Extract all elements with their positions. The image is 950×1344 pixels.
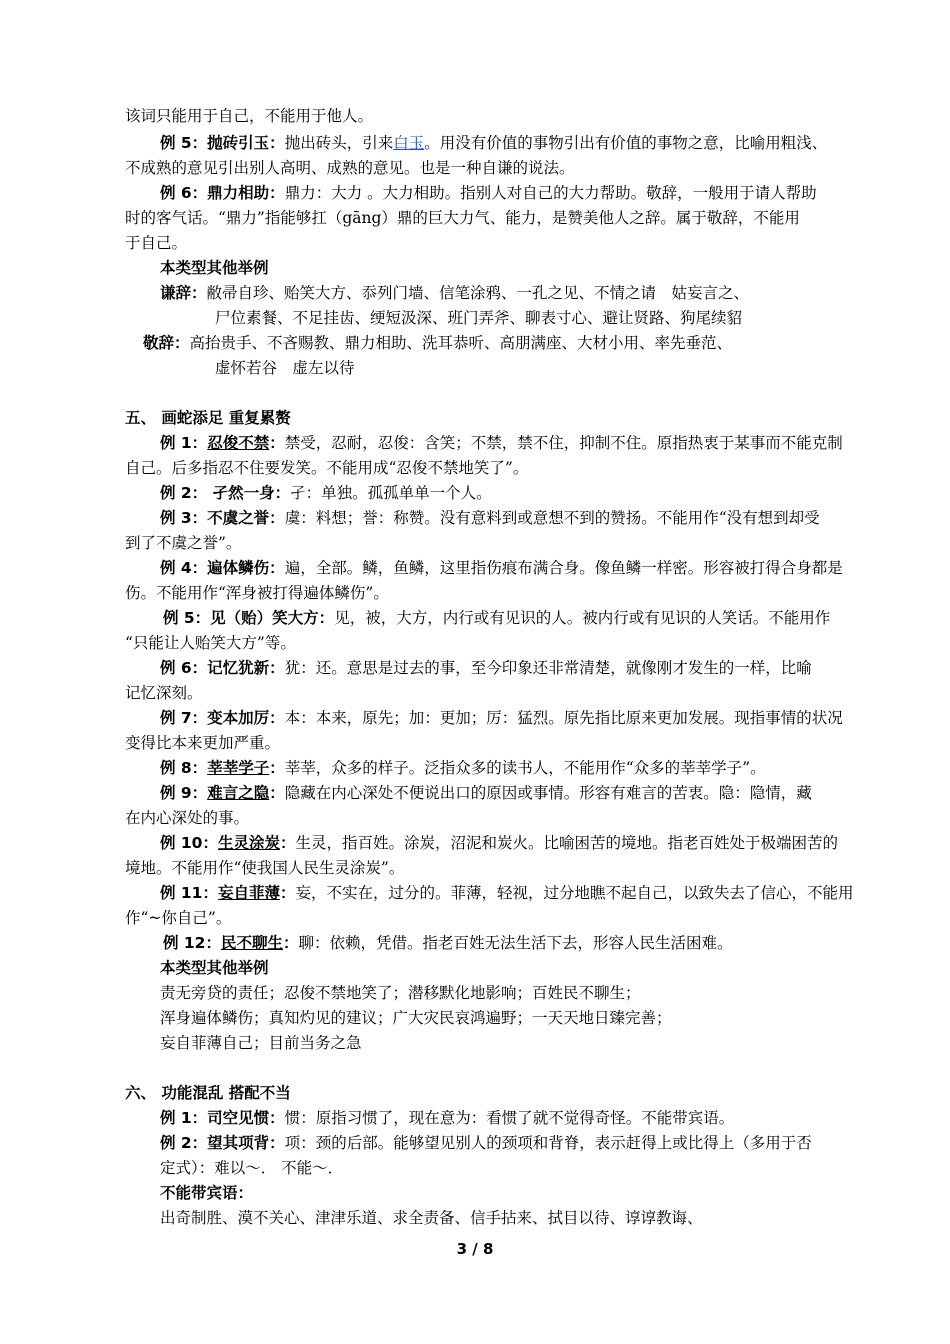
page-number: 3 / 8 xyxy=(456,1240,494,1258)
text-line xyxy=(125,456,528,481)
text-line xyxy=(160,431,843,456)
text-span: 见，被，大方，内行或有见识的人。被内行或有见识的人笑话。不能用作 xyxy=(334,609,831,627)
bold-text: ： xyxy=(282,934,299,952)
bold-text: 例 5：抛砖引玉： xyxy=(160,134,285,152)
bold-text: 例 2： 孑然一身： xyxy=(160,484,291,502)
bold-text: 例 3：不虞之誉： xyxy=(160,509,285,527)
text-line xyxy=(160,506,820,531)
bold-text: 生灵涂炭 xyxy=(217,834,280,852)
text-span: 遍，全部。鳞，鱼鳞，这里指伤痕布满合身。像鱼鳞一样密。形容被打得合身都是 xyxy=(284,559,843,577)
bold-text: 例 5：见（贻）笑大方： xyxy=(163,609,335,627)
text-line xyxy=(160,656,812,681)
bold-text: 妄自菲薄 xyxy=(217,884,280,902)
text-line xyxy=(160,1131,812,1156)
text-line xyxy=(215,356,355,381)
text-span: 尸位素餐、不足挂齿、绠短汲深、班门弄斧、聊表寸心、避让贤路、狗尾续貂 xyxy=(215,309,743,327)
bold-text: 例 8： xyxy=(160,759,208,777)
text-span: 聊：依赖，凭借。指老百姓无法生活下去，形容人民生活困难。 xyxy=(298,934,733,952)
text-span: 高抬贵手、不吝赐教、鼎力相助、洗耳恭听、高朋满座、大材小用、率先垂范、 xyxy=(189,334,733,352)
bold-text: 莘莘学子 xyxy=(207,759,270,777)
text-line xyxy=(160,756,766,781)
text-span: 孑：单独。孤孤单单一个人。 xyxy=(290,484,492,502)
bold-text: 本类型其他举例 xyxy=(160,259,269,277)
bold-text: 例 6：鼎力相助： xyxy=(160,184,285,202)
text-span: 隐藏在内心深处不便说出口的原因或事情。形容有难言的苦衷。隐：隐情，藏 xyxy=(284,784,812,802)
text-line xyxy=(160,706,843,731)
text-line xyxy=(125,806,249,831)
text-line xyxy=(160,281,749,306)
text-span: 犹：还。意思是过去的事，至今印象还非常清楚，就像刚才发生的一样，比喻 xyxy=(284,659,812,677)
text-span: 定式）：难以～． 不能～． xyxy=(160,1159,344,1177)
bold-text: 例 4：遍体鳞伤： xyxy=(160,559,285,577)
text-span: 不成熟的意见引出别人高明、成熟的意见。也是一种自谦的说法。 xyxy=(125,159,575,177)
text-line xyxy=(160,481,492,506)
bold-text: ： xyxy=(279,834,296,852)
text-span: 生灵，指百姓。涂炭，沼泥和炭火。比喻困苦的境地。指老百姓处于极端困苦的 xyxy=(295,834,839,852)
text-span: 于自己。 xyxy=(125,234,188,252)
text-line xyxy=(160,1156,343,1181)
text-line xyxy=(125,206,800,231)
bold-text: 民不聊生 xyxy=(220,934,283,952)
text-line xyxy=(125,631,296,656)
text-span: 该词只能用于自己，不能用于他人。 xyxy=(125,107,374,125)
text-line xyxy=(125,156,575,181)
text-span: 项：颈的后部。能够望见别人的颈项和背脊，表示赶得上或比得上（多用于否 xyxy=(284,1134,812,1152)
text-span: 禁受，忍耐，忍俊：含笑；不禁，禁不住，抑制不住。原指热衷于某事而不能克制 xyxy=(284,434,843,452)
text-span: 莘莘，众多的样子。泛指众多的读书人，不能用作“众多的莘莘学子”。 xyxy=(284,759,766,777)
text-line xyxy=(125,406,291,431)
text-span: 抛出砖头，引来 xyxy=(284,134,394,152)
bold-text: 例 1： xyxy=(160,434,208,452)
bold-text: 例 7：变本加厉： xyxy=(160,709,285,727)
text-span: 责无旁贷的责任；忍俊不禁地笑了；潜移默化地影响；百姓民不聊生； xyxy=(160,984,641,1002)
text-line xyxy=(160,956,269,981)
bold-text: 五、 画蛇添足 重复累赘 xyxy=(125,409,291,427)
bold-text: 本类型其他举例 xyxy=(160,959,269,977)
text-span: 在内心深处的事。 xyxy=(125,809,250,827)
text-line xyxy=(125,906,231,931)
text-span: 作“~你自己”。 xyxy=(125,909,232,927)
text-span: “只能让人贻笑大方”等。 xyxy=(125,634,296,652)
text-span: 虞：料想；誉：称赞。没有意料到或意想不到的赞扬。不能用作“没有想到却受 xyxy=(284,509,820,527)
text-line xyxy=(125,681,203,706)
text-span: 自己。后多指忍不住要发笑。不能用成“忍俊不禁地笑了”。 xyxy=(125,459,529,477)
text-line xyxy=(125,104,373,129)
text-span: 伤。不能用作“浑身被打得遍体鳞伤”。 xyxy=(125,584,389,602)
text-line xyxy=(163,931,733,956)
bold-text: 难言之隐 xyxy=(207,784,270,802)
text-line xyxy=(125,231,187,256)
text-span: 本：本来，原先；加：更加；厉：猛烈。原先指比原来更加发展。现指事情的状况 xyxy=(284,709,843,727)
text-span: 浑身遍体鳞伤；真知灼见的建议；广大灾民哀鸿遍野；一天天地日臻完善； xyxy=(160,1009,672,1027)
text-span: 虚怀若谷 虚左以待 xyxy=(215,359,355,377)
bold-text: 不能带宾语： xyxy=(160,1184,254,1202)
text-line xyxy=(160,981,641,1006)
bold-text: 例 9： xyxy=(160,784,208,802)
text-line xyxy=(160,1031,362,1056)
text-line xyxy=(163,606,830,631)
bold-text: ： xyxy=(279,884,296,902)
bold-text: ： xyxy=(269,759,285,777)
text-line xyxy=(125,581,389,606)
text-line xyxy=(125,1081,291,1106)
text-span: 妄自菲薄自己；目前当务之急 xyxy=(160,1034,362,1052)
text-line xyxy=(143,331,732,356)
bold-text: 忍俊不禁 xyxy=(207,434,270,452)
bold-text: 敬辞： xyxy=(143,334,190,352)
bold-text: 例 11： xyxy=(160,884,218,902)
text-line xyxy=(125,731,280,756)
text-line xyxy=(215,306,742,331)
text-span: 时的客气话。“鼎力”指能够扛（gāng）鼎的巨大力气、能力，是赞美他人之辞。属于敬辞，不能用 xyxy=(125,209,800,227)
hyperlink[interactable]: 白玉 xyxy=(393,134,425,152)
bold-text: 例 6：记忆犹新： xyxy=(160,659,285,677)
bold-text: 例 2：望其项背： xyxy=(160,1134,285,1152)
text-line xyxy=(160,881,854,906)
bold-text: 六、 功能混乱 搭配不当 xyxy=(125,1084,291,1102)
bold-text: 例 1：司空见惯： xyxy=(160,1109,285,1127)
text-line xyxy=(160,556,843,581)
text-span: 惯：原指习惯了，现在意为：看惯了就不觉得奇怪。不能带宾语。 xyxy=(284,1109,735,1127)
text-line xyxy=(125,856,404,881)
text-line xyxy=(160,1106,734,1131)
text-line xyxy=(160,181,817,206)
bold-text: ： xyxy=(269,784,285,802)
text-line xyxy=(160,831,838,856)
text-span: 敝帚自珍、贻笑大方、忝列门墙、信笔涂鸦、一孔之见、不情之请 姑妄言之、 xyxy=(206,284,750,302)
text-span: 境地。不能用作“使我国人民生灵涂炭”。 xyxy=(125,859,405,877)
bold-text: 例 10： xyxy=(160,834,218,852)
text-line xyxy=(160,1006,672,1031)
text-line xyxy=(160,1206,703,1231)
text-span: 变得比本来更加严重。 xyxy=(125,734,281,752)
text-span: 鼎力：大力 。大力相助。指别人对自己的大力帮助。敬辞，一般用于请人帮助 xyxy=(284,184,817,202)
bold-text: 例 12： xyxy=(163,934,221,952)
text-line xyxy=(160,256,269,281)
text-span: 记忆深刻。 xyxy=(125,684,203,702)
text-span: 妄，不实在，过分的。菲薄，轻视，过分地瞧不起自己，以致失去了信心，不能用 xyxy=(295,884,854,902)
text-span: 。用没有价值的事物引出有价值的事物之意，比喻用粗浅、 xyxy=(424,134,828,152)
text-span: 到了不虞之誉”。 xyxy=(125,534,242,552)
text-span: 出奇制胜、漠不关心、津津乐道、求全责备、信手拈来、拭目以待、谆谆教诲、 xyxy=(160,1209,703,1227)
text-line xyxy=(160,1181,253,1206)
bold-text: 谦辞： xyxy=(160,284,207,302)
text-line xyxy=(125,531,241,556)
bold-text: ： xyxy=(269,434,285,452)
text-line xyxy=(160,781,812,806)
text-line xyxy=(160,131,827,156)
